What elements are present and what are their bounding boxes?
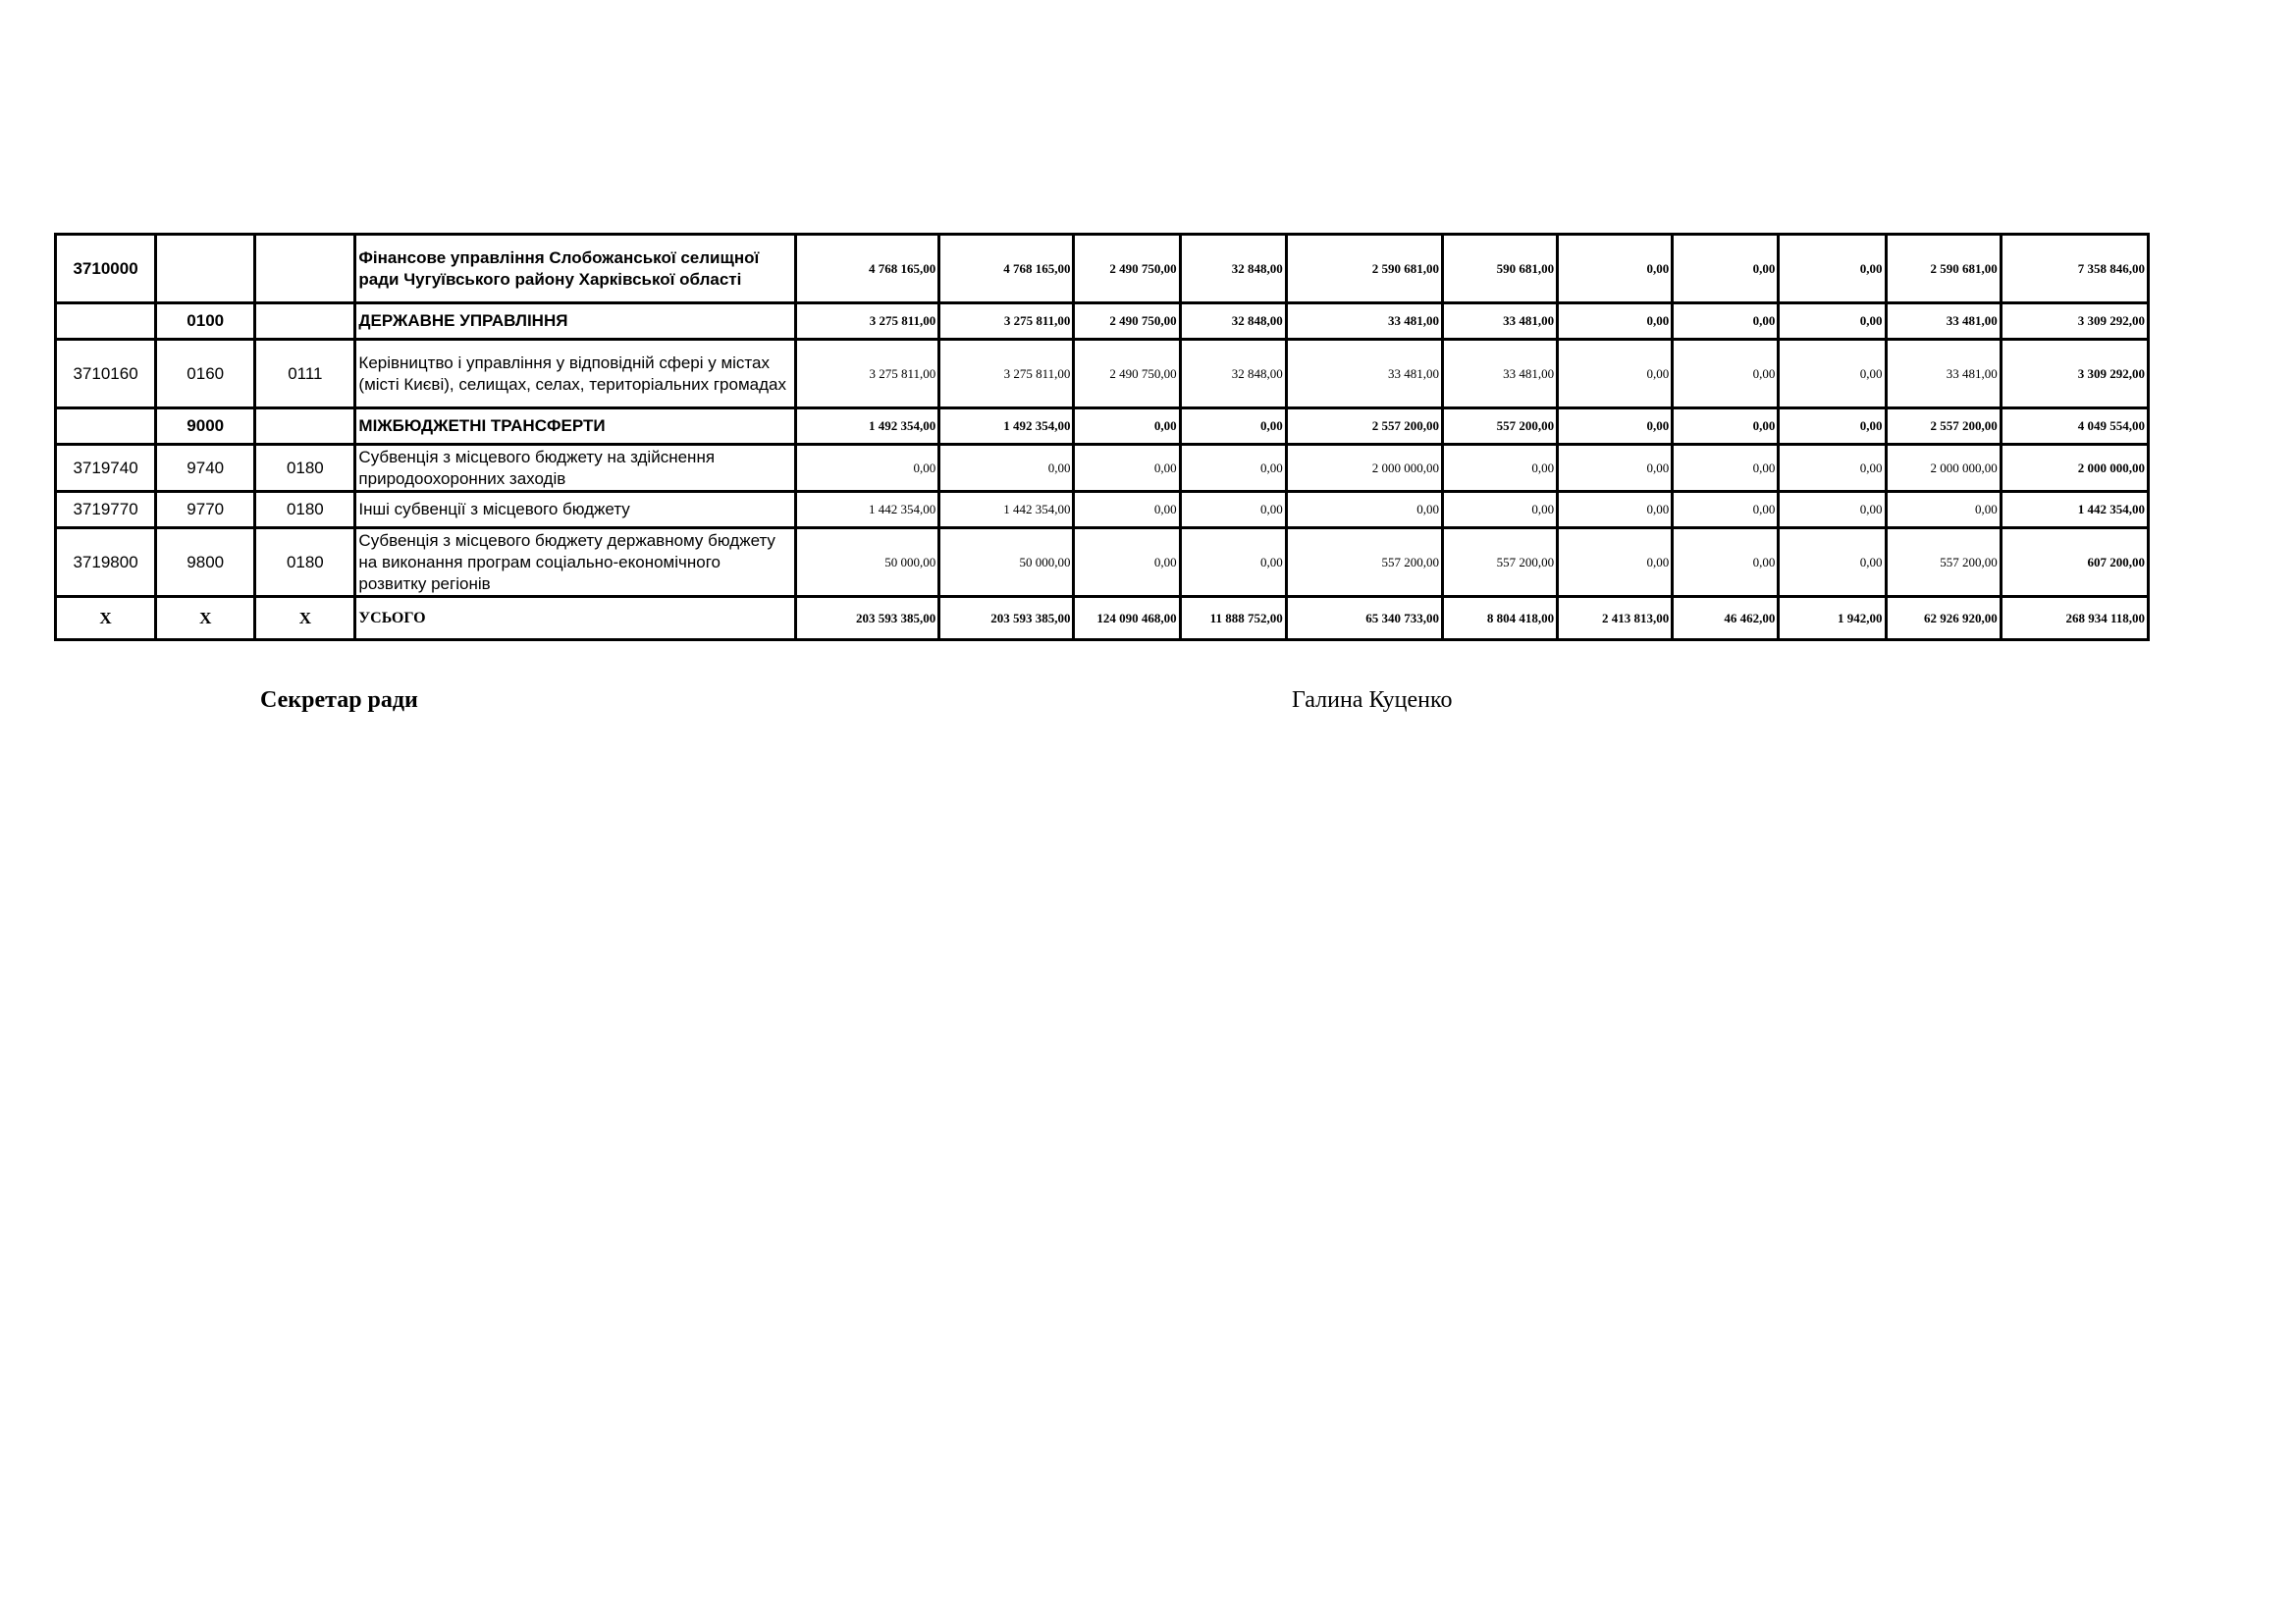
amount-cell: 203 593 385,00 xyxy=(939,597,1074,640)
amount-cell: 2 557 200,00 xyxy=(1886,408,2001,445)
amount-cell: 32 848,00 xyxy=(1180,340,1286,408)
amount-cell: 11 888 752,00 xyxy=(1180,597,1286,640)
amount-cell: 0,00 xyxy=(1180,445,1286,492)
amount-cell: 4 768 165,00 xyxy=(796,235,939,303)
amount-cell: 590 681,00 xyxy=(1442,235,1557,303)
amount-cell: 62 926 920,00 xyxy=(1886,597,2001,640)
amount-cell: 0,00 xyxy=(1673,340,1779,408)
amount-cell: 1 492 354,00 xyxy=(939,408,1074,445)
amount-cell: 1 942,00 xyxy=(1779,597,1886,640)
amount-cell: 557 200,00 xyxy=(1886,528,2001,597)
amount-cell: 0,00 xyxy=(1673,528,1779,597)
function-code-cell: 0100 xyxy=(156,303,255,340)
kfk-code-cell: 0180 xyxy=(255,492,355,528)
amount-cell: 0,00 xyxy=(1558,303,1673,340)
amount-cell: 3 275 811,00 xyxy=(796,303,939,340)
kfk-code-cell xyxy=(255,408,355,445)
kfk-code-cell xyxy=(255,235,355,303)
amount-cell: 4 049 554,00 xyxy=(2001,408,2148,445)
amount-cell: 0,00 xyxy=(1673,235,1779,303)
amount-cell: 0,00 xyxy=(1779,303,1886,340)
amount-cell: 33 481,00 xyxy=(1886,303,2001,340)
table-row xyxy=(56,408,2149,445)
amount-cell: 557 200,00 xyxy=(1442,528,1557,597)
table-row xyxy=(56,528,2149,597)
amount-cell: 32 848,00 xyxy=(1180,303,1286,340)
function-code-cell xyxy=(156,235,255,303)
amount-cell: 2 490 750,00 xyxy=(1074,235,1180,303)
amount-cell: 7 358 846,00 xyxy=(2001,235,2148,303)
amount-cell: 203 593 385,00 xyxy=(796,597,939,640)
amount-cell: 0,00 xyxy=(1779,408,1886,445)
amount-cell: 0,00 xyxy=(1558,445,1673,492)
table-row xyxy=(56,303,2149,340)
amount-cell: 0,00 xyxy=(1442,492,1557,528)
amount-cell: 0,00 xyxy=(1558,408,1673,445)
item-name-cell: Фінансове управління Слобожанської селищної ради Чугуївського району Харківської області xyxy=(355,235,796,303)
amount-cell: 0,00 xyxy=(1779,492,1886,528)
signature-title: Секретар ради xyxy=(260,687,418,713)
kfk-code-cell: 0180 xyxy=(255,445,355,492)
amount-cell: 0,00 xyxy=(1779,528,1886,597)
item-name-cell: Субвенція з місцевого бюджету державному бюджету на виконання програм соціально-економічного розвитку регіонів xyxy=(355,528,796,597)
amount-cell: 0,00 xyxy=(1558,492,1673,528)
amount-cell: 3 309 292,00 xyxy=(2001,340,2148,408)
amount-cell: 2 413 813,00 xyxy=(1558,597,1673,640)
amount-cell: 0,00 xyxy=(1074,492,1180,528)
amount-cell: 2 590 681,00 xyxy=(1886,235,2001,303)
amount-cell: 124 090 468,00 xyxy=(1074,597,1180,640)
amount-cell: 0,00 xyxy=(1558,235,1673,303)
table-row xyxy=(56,492,2149,528)
program-code-cell: 3719800 xyxy=(56,528,156,597)
amount-cell: 557 200,00 xyxy=(1442,408,1557,445)
amount-cell: 1 442 354,00 xyxy=(939,492,1074,528)
amount-cell: 0,00 xyxy=(1779,340,1886,408)
amount-cell: 0,00 xyxy=(1442,445,1557,492)
program-code-cell: 3719740 xyxy=(56,445,156,492)
function-code-cell: 9000 xyxy=(156,408,255,445)
kfk-code-cell: 0180 xyxy=(255,528,355,597)
amount-cell: 3 275 811,00 xyxy=(939,303,1074,340)
amount-cell: 50 000,00 xyxy=(939,528,1074,597)
kfk-code-cell: X xyxy=(255,597,355,640)
function-code-cell: 9800 xyxy=(156,528,255,597)
amount-cell: 46 462,00 xyxy=(1673,597,1779,640)
amount-cell: 2 490 750,00 xyxy=(1074,303,1180,340)
program-code-cell: 3710000 xyxy=(56,235,156,303)
signature-name: Галина Куценко xyxy=(1292,687,1453,713)
amount-cell: 557 200,00 xyxy=(1286,528,1442,597)
amount-cell: 0,00 xyxy=(1673,408,1779,445)
amount-cell: 0,00 xyxy=(1180,408,1286,445)
amount-cell: 0,00 xyxy=(1673,445,1779,492)
table-row xyxy=(56,597,2149,640)
amount-cell: 8 804 418,00 xyxy=(1442,597,1557,640)
table-row xyxy=(56,235,2149,303)
amount-cell: 0,00 xyxy=(1673,492,1779,528)
amount-cell: 2 000 000,00 xyxy=(1886,445,2001,492)
amount-cell: 33 481,00 xyxy=(1286,340,1442,408)
amount-cell: 1 442 354,00 xyxy=(2001,492,2148,528)
item-name-cell: ДЕРЖАВНЕ УПРАВЛІННЯ xyxy=(355,303,796,340)
amount-cell: 0,00 xyxy=(796,445,939,492)
function-code-cell: 9770 xyxy=(156,492,255,528)
amount-cell: 1 492 354,00 xyxy=(796,408,939,445)
amount-cell: 0,00 xyxy=(1779,235,1886,303)
amount-cell: 65 340 733,00 xyxy=(1286,597,1442,640)
amount-cell: 2 557 200,00 xyxy=(1286,408,1442,445)
program-code-cell xyxy=(56,303,156,340)
budget-table-body xyxy=(56,235,2149,640)
table-row xyxy=(56,340,2149,408)
amount-cell: 0,00 xyxy=(1886,492,2001,528)
amount-cell: 33 481,00 xyxy=(1286,303,1442,340)
amount-cell: 0,00 xyxy=(1074,528,1180,597)
amount-cell: 0,00 xyxy=(1286,492,1442,528)
program-code-cell: 3719770 xyxy=(56,492,156,528)
item-name-cell: МІЖБЮДЖЕТНІ ТРАНСФЕРТИ xyxy=(355,408,796,445)
amount-cell: 2 490 750,00 xyxy=(1074,340,1180,408)
function-code-cell: X xyxy=(156,597,255,640)
amount-cell: 0,00 xyxy=(1180,492,1286,528)
amount-cell: 2 590 681,00 xyxy=(1286,235,1442,303)
amount-cell: 50 000,00 xyxy=(796,528,939,597)
amount-cell: 0,00 xyxy=(939,445,1074,492)
amount-cell: 0,00 xyxy=(1074,445,1180,492)
amount-cell: 0,00 xyxy=(1673,303,1779,340)
item-name-cell: УСЬОГО xyxy=(355,597,796,640)
amount-cell: 4 768 165,00 xyxy=(939,235,1074,303)
function-code-cell: 9740 xyxy=(156,445,255,492)
amount-cell: 0,00 xyxy=(1779,445,1886,492)
amount-cell: 3 275 811,00 xyxy=(939,340,1074,408)
amount-cell: 33 481,00 xyxy=(1886,340,2001,408)
program-code-cell xyxy=(56,408,156,445)
amount-cell: 0,00 xyxy=(1558,528,1673,597)
amount-cell: 268 934 118,00 xyxy=(2001,597,2148,640)
program-code-cell: 3710160 xyxy=(56,340,156,408)
item-name-cell: Керівництво і управління у відповідній сфері у містах (місті Києві), селищах, селах, територіальних громадах xyxy=(355,340,796,408)
amount-cell: 0,00 xyxy=(1180,528,1286,597)
program-code-cell: X xyxy=(56,597,156,640)
function-code-cell: 0160 xyxy=(156,340,255,408)
amount-cell: 607 200,00 xyxy=(2001,528,2148,597)
budget-table xyxy=(54,233,2150,641)
item-name-cell: Інші субвенції з місцевого бюджету xyxy=(355,492,796,528)
amount-cell: 1 442 354,00 xyxy=(796,492,939,528)
amount-cell: 2 000 000,00 xyxy=(1286,445,1442,492)
kfk-code-cell xyxy=(255,303,355,340)
amount-cell: 3 309 292,00 xyxy=(2001,303,2148,340)
amount-cell: 0,00 xyxy=(1558,340,1673,408)
amount-cell: 2 000 000,00 xyxy=(2001,445,2148,492)
item-name-cell: Субвенція з місцевого бюджету на здійснення природоохоронних заходів xyxy=(355,445,796,492)
amount-cell: 33 481,00 xyxy=(1442,340,1557,408)
table-row xyxy=(56,445,2149,492)
amount-cell: 32 848,00 xyxy=(1180,235,1286,303)
amount-cell: 3 275 811,00 xyxy=(796,340,939,408)
amount-cell: 33 481,00 xyxy=(1442,303,1557,340)
kfk-code-cell: 0111 xyxy=(255,340,355,408)
amount-cell: 0,00 xyxy=(1074,408,1180,445)
